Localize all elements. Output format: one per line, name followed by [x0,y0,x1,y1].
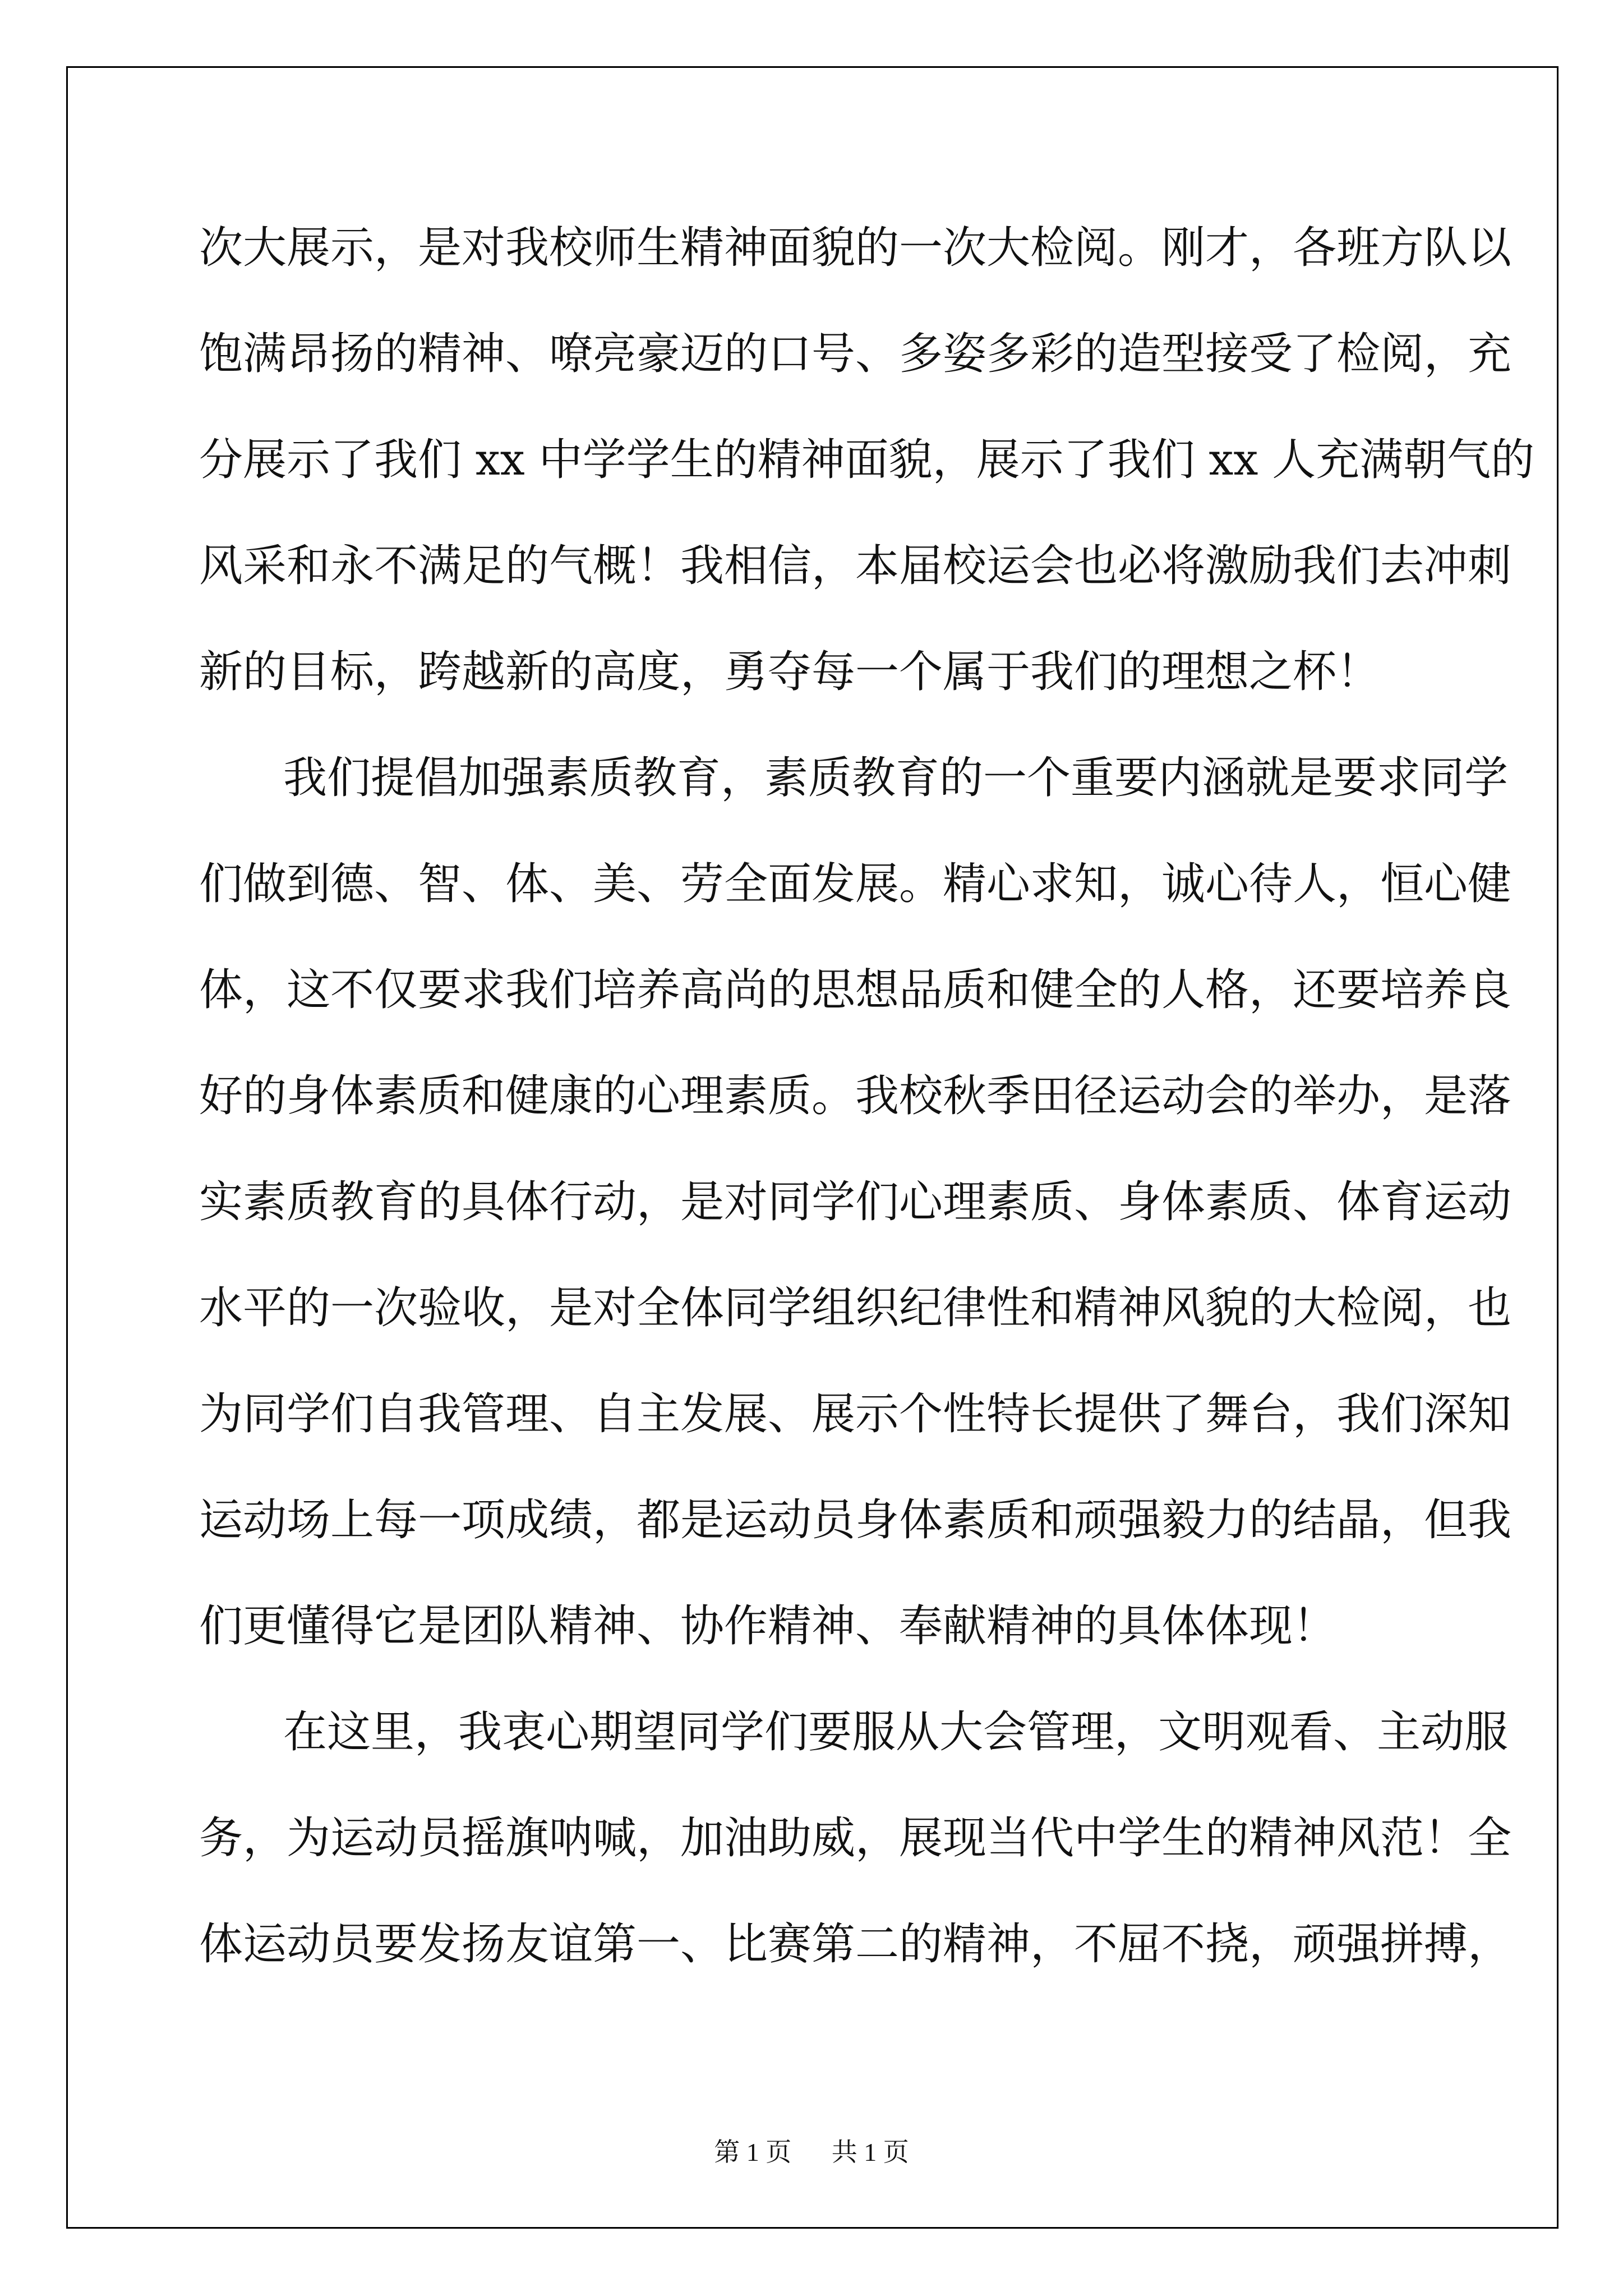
paragraph-2 [199,725,1512,1680]
text-line: 务，为运动员摇旗呐喊，加油助威，展现当代中学生的精神风范！全 [199,1813,1512,1864]
paragraph-1 [199,195,1535,725]
text-line: 们更懂得它是团队精神、协作精神、奉献精神的具体体现！ [199,1601,1337,1651]
text-line: 好的身体素质和健康的心理素质。我校秋季田径运动会的举办，是落 [199,1071,1512,1121]
page-footer [0,2132,1623,2169]
document-body [199,195,1535,1998]
text-line: 体，这不仅要求我们培养高尚的思想品质和健全的人格，还要培养良 [199,965,1512,1015]
page-total: 共 1 页 [831,2138,909,2166]
text-line: 在这里，我衷心期望同学们要服从大会管理，文明观看、主动服 [283,1707,1509,1757]
text-line: 我们提倡加强素质教育，素质教育的一个重要内涵就是要求同学 [283,753,1509,803]
page-number: 第 1 页 [714,2138,792,2166]
text-line: 体运动员要发扬友谊第一、比赛第二的精神，不屈不挠，顽强拼搏， [199,1919,1512,1970]
text-line: 们做到德、智、体、美、劳全面发展。精心求知，诚心待人，恒心健 [199,859,1512,909]
text-line: 运动场上每一项成绩，都是运动员身体素质和顽强毅力的结晶，但我 [199,1495,1512,1545]
text-line: 实素质教育的具体行动，是对同学们心理素质、身体素质、体育运动 [199,1177,1512,1227]
text-line: 分展示了我们 xx 中学学生的精神面貌，展示了我们 xx 人充满朝气的 [199,435,1535,485]
text-line: 风采和永不满足的气概！我相信，本届校运会也必将激励我们去冲刺 [199,541,1512,591]
text-line: 水平的一次验收，是对全体同学组织纪律性和精神风貌的大检阅，也 [199,1283,1512,1333]
text-line: 饱满昂扬的精神、嘹亮豪迈的口号、多姿多彩的造型接受了检阅，充 [199,329,1512,379]
text-line: 次大展示，是对我校师生精神面貌的一次大检阅。刚才，各班方队以 [199,223,1512,273]
text-line: 新的目标，跨越新的高度，勇夺每一个属于我们的理想之杯！ [199,647,1381,697]
text-line: 为同学们自我管理、自主发展、展示个性特长提供了舞台，我们深知 [199,1389,1512,1439]
paragraph-3 [199,1680,1512,1998]
